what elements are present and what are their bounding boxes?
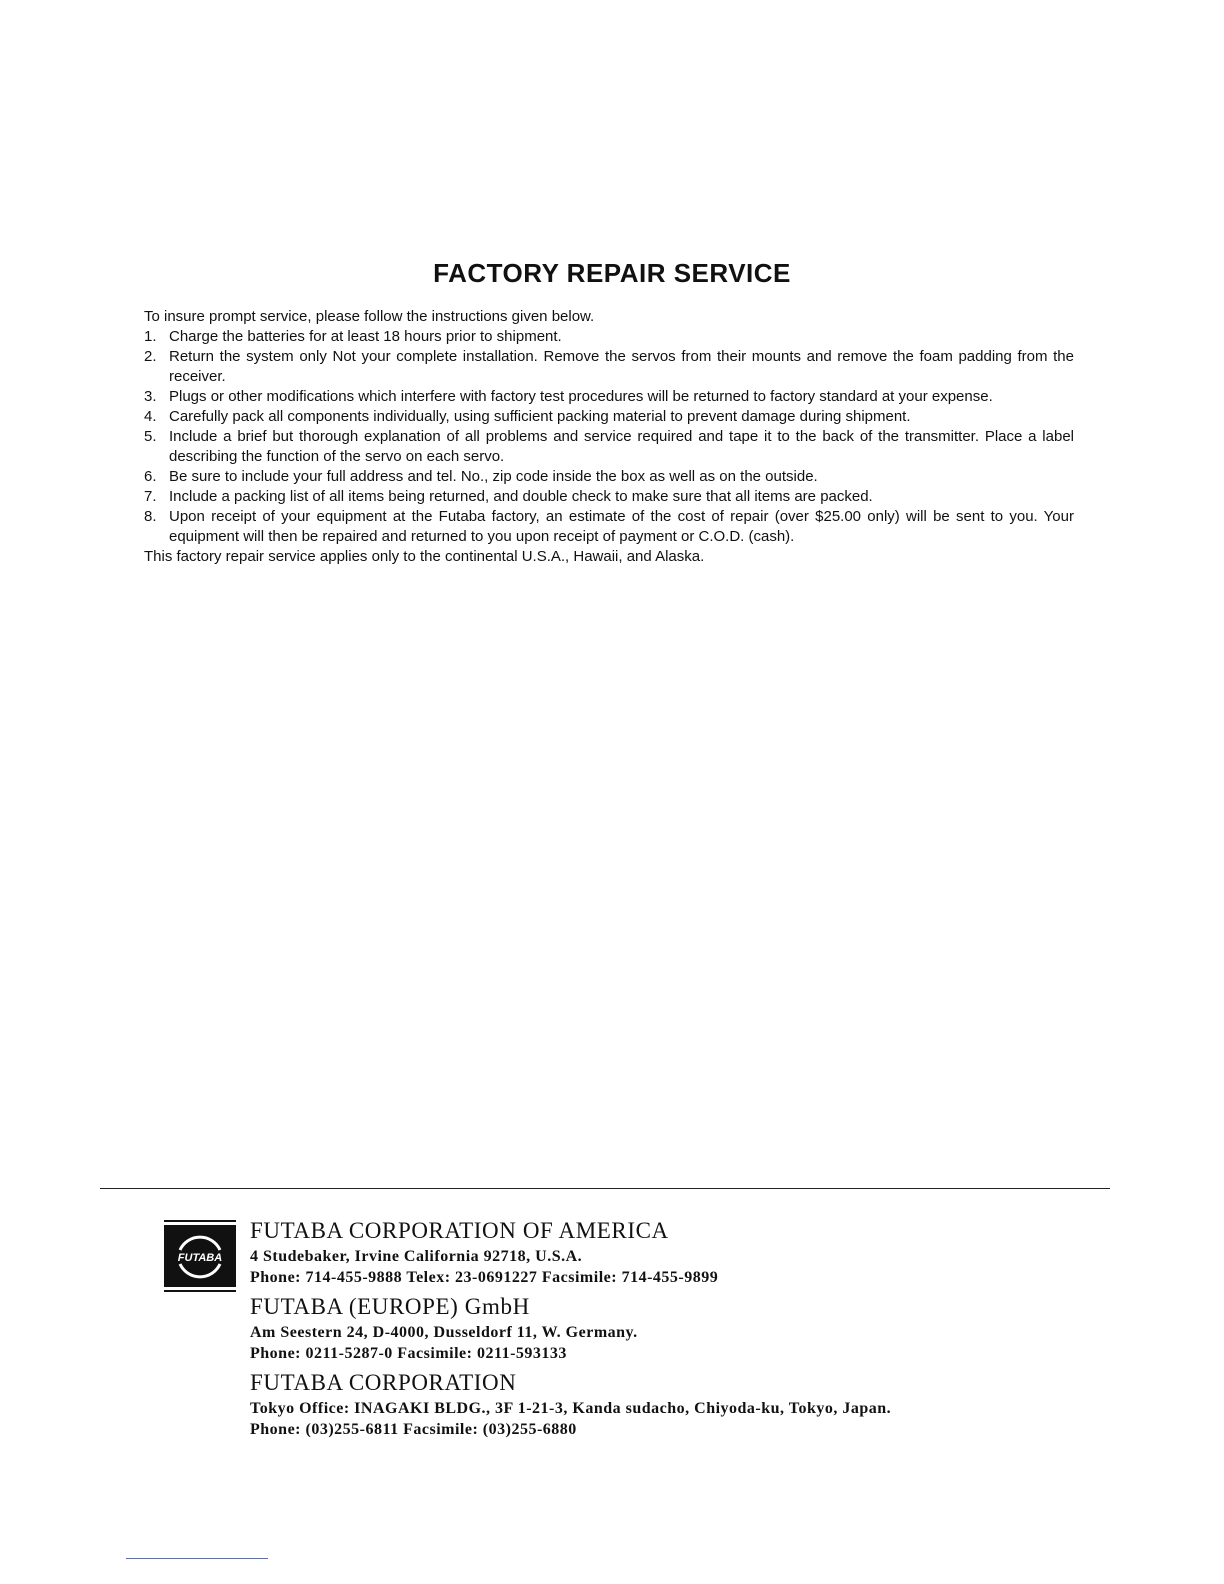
company-phone: Phone: 0211-5287-0 Facsimile: 0211-593133 xyxy=(250,1345,567,1362)
list-item xyxy=(144,407,1074,427)
company-name: FUTABA (EUROPE) GmbH xyxy=(250,1294,530,1319)
bottom-link-underline xyxy=(126,1558,268,1559)
item-number: 8. xyxy=(144,508,157,525)
footer-divider xyxy=(100,1188,1110,1189)
list-item xyxy=(144,387,1074,407)
page-title: FACTORY REPAIR SERVICE xyxy=(433,258,791,288)
closing-text: This factory repair service applies only to the continental U.S.A., Hawaii, and Alaska. xyxy=(144,548,705,565)
company-address: Tokyo Office: INAGAKI BLDG., 3F 1-21-3, Kanda sudacho, Chiyoda-ku, Tokyo, Japan. xyxy=(250,1400,892,1417)
item-text: Include a packing list of all items being returned, and double check to make sure that all items are packed. xyxy=(169,488,873,505)
item-number: 3. xyxy=(144,388,157,405)
instructions-section xyxy=(144,307,1074,567)
list-item xyxy=(144,427,1074,467)
item-number: 6. xyxy=(144,468,157,485)
item-text: Include a brief but thorough explanation of all problems and service required and tape it to the back of the transmitter. Place a label describing the function of the servo on each servo. xyxy=(169,428,1074,465)
company-phone: Phone: (03)255-6811 Facsimile: (03)255-6880 xyxy=(250,1421,577,1438)
item-number: 5. xyxy=(144,428,157,445)
list-item xyxy=(144,467,1074,487)
item-text: Charge the batteries for at least 18 hours prior to shipment. xyxy=(169,328,562,345)
list-item xyxy=(144,327,1074,347)
item-text: Upon receipt of your equipment at the Futaba factory, an estimate of the cost of repair (over $25.00 only) will be sent to you. Your equipment will then be repaired and returned to you upon receipt of payment or C.O.D. (cash). xyxy=(169,508,1074,545)
intro-text: To insure prompt service, please follow the instructions given below. xyxy=(144,308,595,325)
company-name: FUTABA CORPORATION OF AMERICA xyxy=(250,1218,669,1243)
item-text: Return the system only Not your complete installation. Remove the servos from their mounts and remove the foam padding from the receiver. xyxy=(169,348,1074,385)
company-block xyxy=(250,1368,1110,1440)
item-number: 2. xyxy=(144,348,157,365)
list-item xyxy=(144,507,1074,547)
list-item xyxy=(144,347,1074,387)
footer-contacts xyxy=(250,1216,1110,1444)
item-number: 1. xyxy=(144,328,157,345)
futaba-logo-icon xyxy=(164,1220,236,1292)
company-name: FUTABA CORPORATION xyxy=(250,1370,517,1395)
item-number: 7. xyxy=(144,488,157,505)
company-phone: Phone: 714-455-9888 Telex: 23-0691227 Facsimile: 714-455-9899 xyxy=(250,1269,719,1286)
item-text: Plugs or other modifications which interfere with factory test procedures will be returned to factory standard at your expense. xyxy=(169,388,993,405)
company-address: Am Seestern 24, D-4000, Dusseldorf 11, W. Germany. xyxy=(250,1324,638,1341)
svg-text:FUTABA: FUTABA xyxy=(177,1252,223,1264)
item-number: 4. xyxy=(144,408,157,425)
company-block xyxy=(250,1292,1110,1364)
list-item xyxy=(144,487,1074,507)
company-address: 4 Studebaker, Irvine California 92718, U.S.A. xyxy=(250,1248,583,1265)
item-text: Carefully pack all components individually, using sufficient packing material to prevent damage during shipment. xyxy=(169,408,911,425)
company-block xyxy=(250,1216,1110,1288)
item-text: Be sure to include your full address and tel. No., zip code inside the box as well as on the outside. xyxy=(169,468,818,485)
